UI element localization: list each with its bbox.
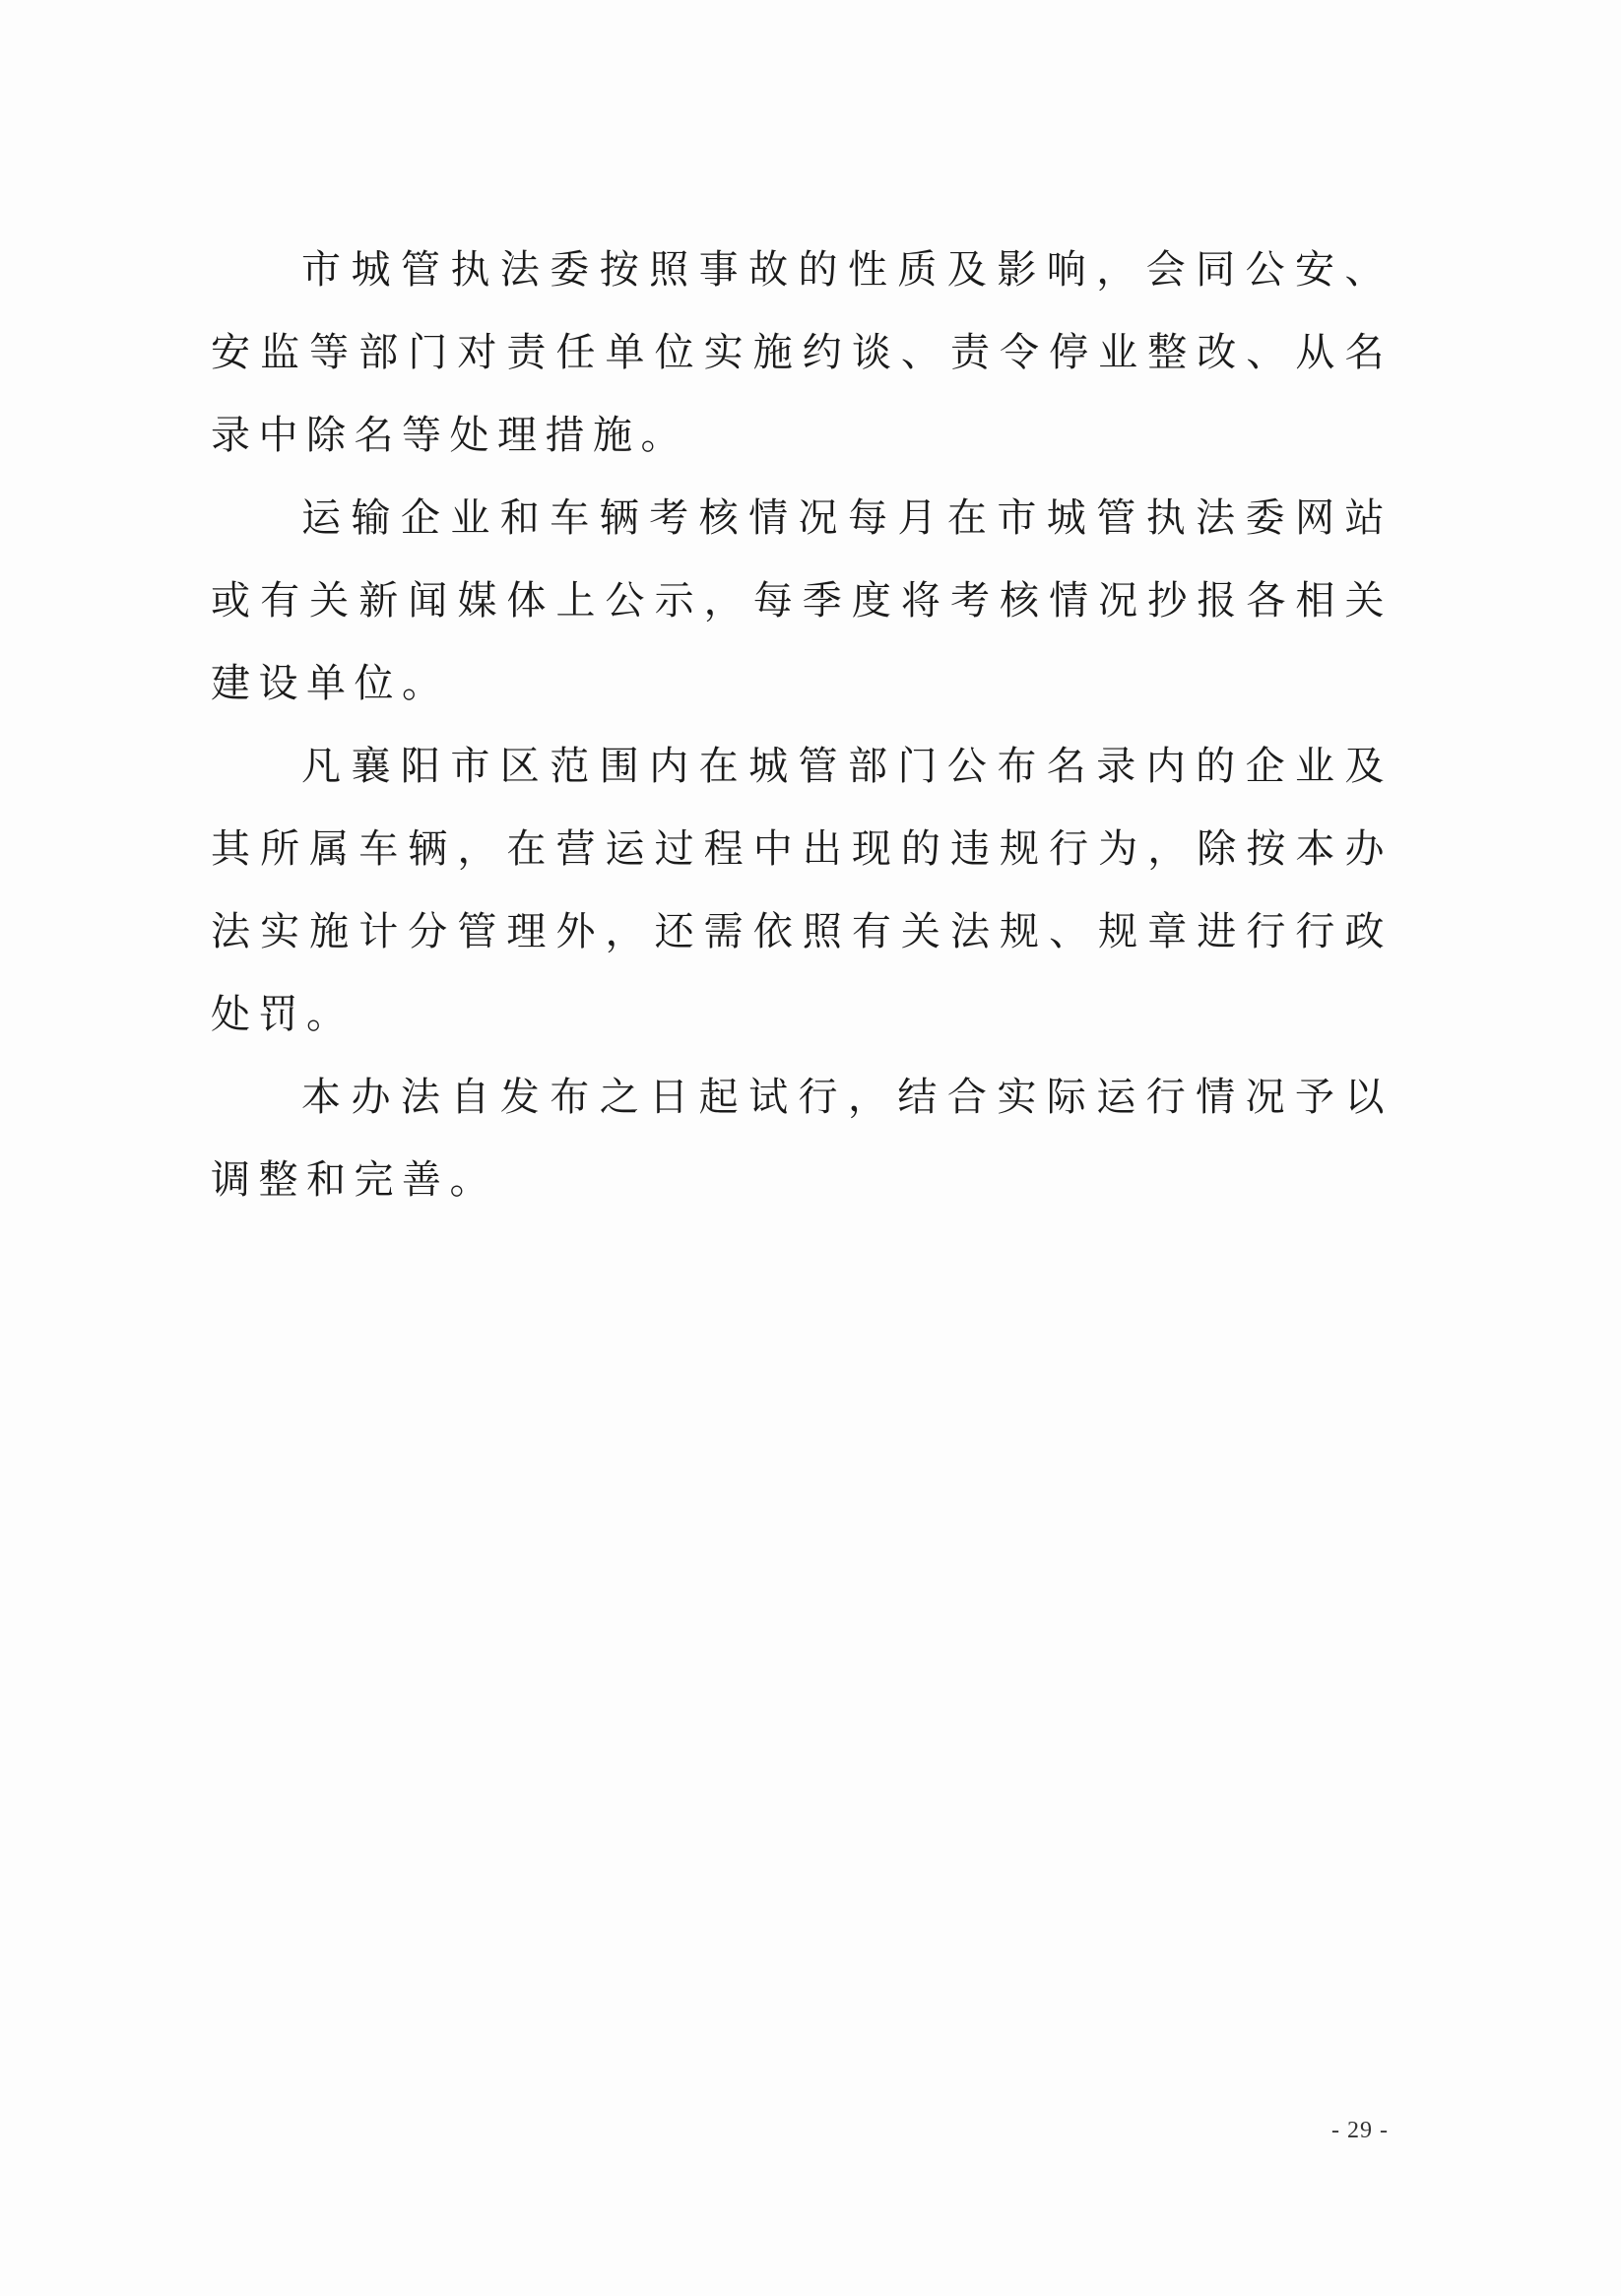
paragraph-administrative-penalty: 凡襄阳市区范围内在城管部门公布名录内的企业及其所属车辆，在营运过程中出现的违规行为，除按本办法实施计分管理外，还需依照有关法规、规章进行行政处罚。 <box>211 744 1393 1037</box>
paragraph-accident-handling: 市城管执法委按照事故的性质及影响，会同公安、安监等部门对责任单位实施约谈、责令停业整改、从名录中除名等处理措施。 <box>211 247 1393 458</box>
paragraph-effective-date: 本办法自发布之日起试行，结合实际运行情况予以调整和完善。 <box>211 1075 1393 1203</box>
page-number: - 29 - <box>1331 2118 1389 2143</box>
paragraph-assessment-publicity: 运输企业和车辆考核情况每月在市城管执法委网站或有关新闻媒体上公示，每季度将考核情况抄报各相关建设单位。 <box>211 495 1393 706</box>
document-body <box>211 229 1393 1221</box>
